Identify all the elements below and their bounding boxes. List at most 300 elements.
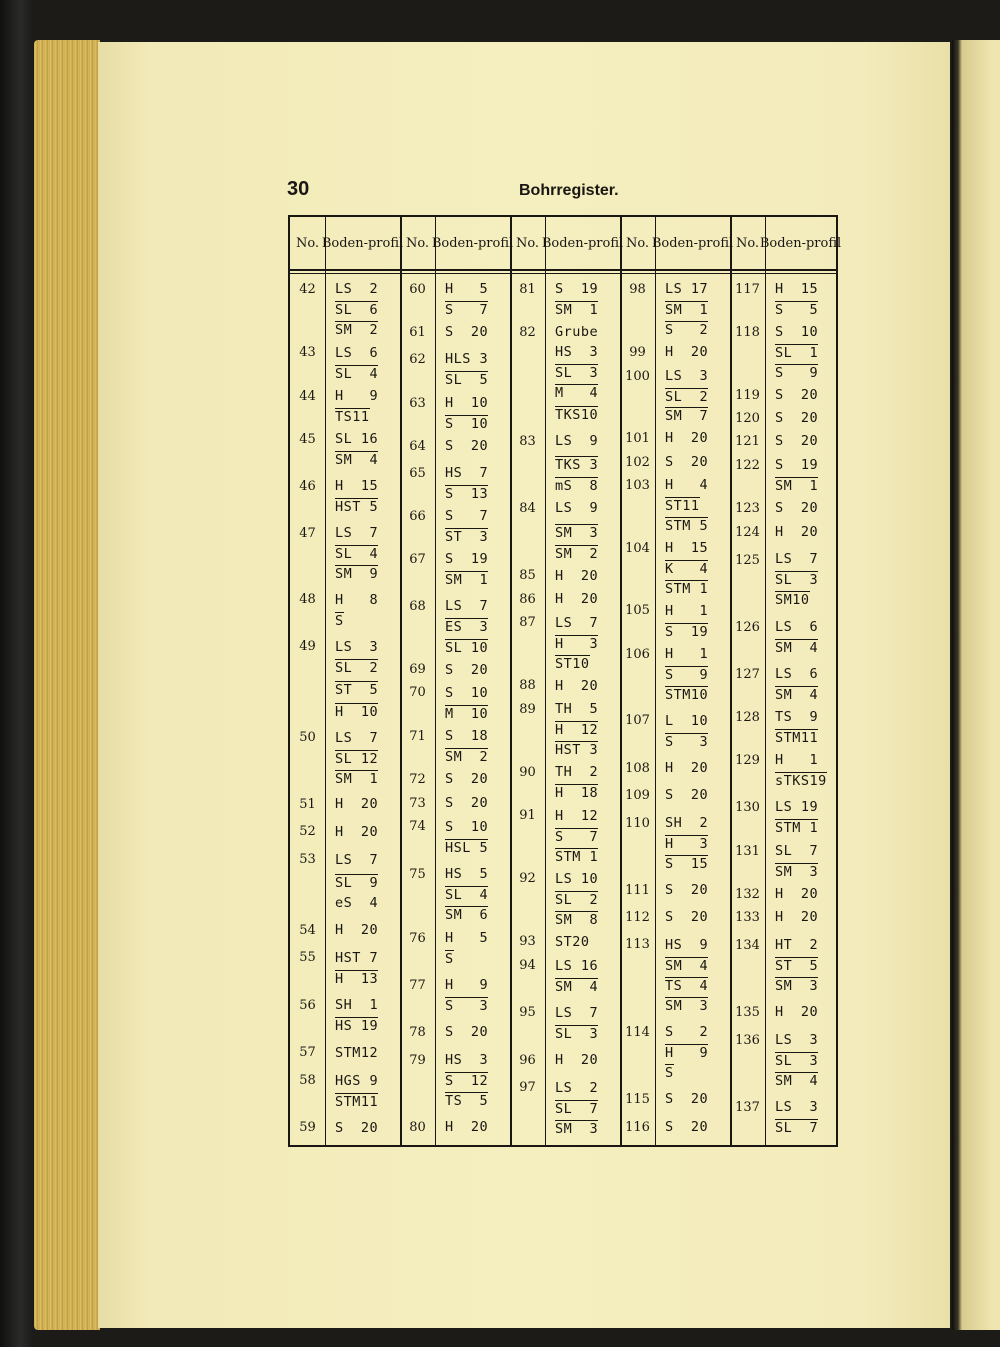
row-number: 51 [299,797,316,812]
row-number: 81 [519,282,536,297]
soil-profile-entry: H 1 [665,603,709,619]
soil-profile-entry: LS 17 [665,281,709,297]
header-bodenprofil [431,217,514,269]
soil-profile-entry: S [335,613,344,629]
soil-profile-entry: S 20 [775,433,819,449]
row-number: 134 [735,938,760,953]
row-number: 56 [299,998,316,1013]
soil-profile-entry: SH 1 [335,997,379,1013]
row-number: 112 [625,910,650,925]
row-number: 122 [735,458,760,473]
row-number: 71 [409,729,426,744]
row-number: 93 [519,934,536,949]
book-cover [0,0,34,1347]
soil-profile-entry: H 20 [555,568,599,584]
row-number: 127 [735,667,760,682]
header-rule-thin [290,273,836,274]
soil-profile-entry: SM 1 [555,302,599,318]
row-number: 106 [625,647,650,662]
row-number: 131 [735,844,760,859]
row-number: 44 [299,389,316,404]
soil-profile-entry: S 20 [335,1120,379,1136]
soil-profile-entry: SM 1 [665,302,709,318]
row-number: 75 [409,867,426,882]
soil-profile-entry: mS 8 [555,478,599,494]
soil-profile-entry: LS 7 [335,852,379,868]
soil-profile-entry: H 5 [445,930,489,946]
column-divider [325,217,326,1145]
soil-profile-entry: STM11 [335,1094,379,1110]
soil-profile-entry: S 20 [445,771,489,787]
soil-profile-entry: S 12 [445,1073,489,1089]
soil-profile-entry: S 10 [445,685,489,701]
column-divider [765,217,766,1145]
soil-profile-entry: H 1 [775,752,819,768]
soil-profile-entry: SL 4 [445,887,489,903]
row-number: 113 [625,937,650,952]
row-number: 103 [625,478,650,493]
row-number: 95 [519,1005,536,1020]
soil-profile-entry: SM 1 [445,572,489,588]
soil-profile-entry: LS 7 [775,551,819,567]
soil-profile-entry: ST 5 [775,958,819,974]
soil-profile-entry: SM 3 [555,525,599,541]
soil-profile-entry: ST10 [555,656,590,672]
soil-profile-entry: S 20 [665,454,709,470]
row-number: 115 [625,1092,650,1107]
soil-profile-entry: H 20 [335,796,379,812]
soil-profile-entry: SM 2 [555,546,599,562]
soil-profile-entry: SL 4 [335,366,379,382]
soil-profile-entry: SL 9 [335,875,379,891]
row-number: 111 [625,883,650,898]
row-number: 124 [735,525,760,540]
header-bodenprofil [651,217,734,269]
row-number: 43 [299,345,316,360]
soil-profile-entry: LS 10 [555,871,599,887]
soil-profile-entry: HS 5 [445,866,489,882]
soil-profile-entry: STM 1 [555,849,599,865]
soil-profile-entry: SM 6 [445,907,489,923]
soil-profile-entry: SM 4 [775,640,819,656]
soil-profile-entry: STM10 [665,687,709,703]
soil-profile-entry: HS 7 [445,465,489,481]
row-number: 123 [735,501,760,516]
soil-profile-entry: H 20 [665,430,709,446]
row-number: 135 [735,1005,760,1020]
soil-profile-entry: ST 5 [335,682,379,698]
soil-profile-entry: SL 2 [335,660,379,676]
row-number: 99 [629,345,646,360]
soil-profile-entry: H 9 [665,1045,709,1061]
soil-profile-entry: HST 7 [335,950,379,966]
soil-profile-entry: STM 1 [665,581,709,597]
soil-profile-entry: TKS10 [555,407,599,423]
soil-profile-entry: SL 10 [445,640,489,656]
soil-profile-entry: H 3 [665,836,709,852]
soil-profile-entry: STM 1 [775,820,819,836]
soil-profile-entry: ST20 [555,934,590,950]
soil-profile-entry: S 20 [665,1091,709,1107]
soil-profile-entry: H 4 [665,477,709,493]
soil-profile-entry: S 19 [445,551,489,567]
soil-profile-entry: SL 2 [665,389,709,405]
soil-profile-entry: S [665,1065,674,1081]
soil-profile-entry: eS 4 [335,895,379,911]
soil-profile-entry: H 20 [555,591,599,607]
row-number: 70 [409,685,426,700]
soil-profile-entry: H 13 [335,971,379,987]
row-number: 80 [409,1120,426,1135]
soil-profile-entry: S 7 [445,508,489,524]
header-boden: Boden- [651,235,698,251]
soil-profile-entry: LS 9 [555,433,599,449]
row-number: 74 [409,819,426,834]
row-number: 58 [299,1073,316,1088]
row-number: 64 [409,439,426,454]
soil-profile-entry: LS 6 [335,345,379,361]
header-no: No. [295,235,320,251]
soil-profile-entry: HS 3 [445,1052,489,1068]
row-number: 69 [409,662,426,677]
soil-profile-entry: S 20 [445,438,489,454]
row-number: 98 [629,282,646,297]
soil-profile-entry: H 18 [555,785,599,801]
soil-profile-entry: S 7 [555,829,599,845]
soil-profile-entry: LS 6 [775,666,819,682]
row-number: 67 [409,552,426,567]
soil-profile-entry: H 10 [335,704,379,720]
header-boden: Boden- [321,235,368,251]
soil-profile-entry: S 20 [775,387,819,403]
soil-profile-entry: LS 7 [335,730,379,746]
row-number: 88 [519,678,536,693]
header-profil: profil [805,235,842,251]
header-no: No. [735,235,760,251]
soil-profile-entry: LS 7 [555,1005,599,1021]
row-number: 136 [735,1033,760,1048]
soil-profile-entry: HLS 3 [445,351,489,367]
soil-profile-entry: SM 9 [335,566,379,582]
soil-profile-entry: SM 4 [775,1073,819,1089]
soil-profile-entry: SL 1 [775,345,819,361]
soil-profile-entry: TH 5 [555,701,599,717]
row-number: 63 [409,396,426,411]
soil-profile-entry: S 7 [445,302,489,318]
row-number: 100 [625,369,650,384]
soil-profile-entry: S 9 [665,667,709,683]
row-number: 61 [409,325,426,340]
soil-profile-entry: HS 19 [335,1018,379,1034]
row-number: 105 [625,603,650,618]
soil-profile-entry: S 20 [775,500,819,516]
soil-profile-entry: H 12 [555,808,599,824]
row-number: 104 [625,541,650,556]
header-profil: profil [367,235,404,251]
soil-profile-entry: SL 16 [335,431,379,447]
soil-profile-entry: SL 4 [335,546,379,562]
row-number: 91 [519,808,536,823]
soil-profile-entry: M 4 [555,385,599,401]
soil-profile-entry: HST 3 [555,742,599,758]
row-number: 55 [299,950,316,965]
soil-profile-entry: SL 12 [335,751,379,767]
soil-profile-entry: LS 7 [445,598,489,614]
soil-profile-entry: SM 4 [775,687,819,703]
next-page-edge [952,40,1000,1330]
soil-profile-entry: S 20 [665,787,709,803]
row-number: 83 [519,434,536,449]
soil-profile-entry: M 10 [445,706,489,722]
soil-profile-entry: S 10 [445,416,489,432]
soil-profile-entry: SM 3 [665,998,709,1014]
soil-profile-entry: H 20 [775,886,819,902]
header-bodenprofil [541,217,624,269]
borehole-register-table [288,215,842,1147]
soil-profile-entry: SL 3 [775,1053,819,1069]
soil-profile-entry: SL 3 [775,572,819,588]
soil-profile-entry: SM 7 [665,408,709,424]
row-number: 107 [625,713,650,728]
soil-profile-entry: LS 19 [775,799,819,815]
soil-profile-entry: SM10 [775,592,810,608]
soil-profile-entry: SL 6 [335,302,379,318]
soil-profile-entry: SM 2 [445,749,489,765]
soil-profile-entry: S 15 [665,856,709,872]
soil-profile-entry: H 20 [555,678,599,694]
page-number: 30 [287,178,310,200]
soil-profile-entry: HS 9 [665,937,709,953]
soil-profile-entry: H 5 [445,281,489,297]
header-no: No. [405,235,430,251]
soil-profile-entry: H 3 [555,636,599,652]
row-number: 77 [409,978,426,993]
soil-profile-entry: LS 3 [335,639,379,655]
soil-profile-entry: LS 7 [335,525,379,541]
soil-profile-entry: TH 2 [555,764,599,780]
header-profil: profil [587,235,624,251]
soil-profile-entry: H 20 [775,524,819,540]
row-number: 102 [625,455,650,470]
header-boden: Boden- [431,235,478,251]
row-number: 90 [519,765,536,780]
soil-profile-entry: SM 1 [775,478,819,494]
column-divider [655,217,656,1145]
soil-profile-entry: S 20 [665,909,709,925]
soil-profile-entry: HSL 5 [445,840,489,856]
row-number: 133 [735,910,760,925]
row-number: 89 [519,702,536,717]
soil-profile-entry: SL 2 [555,892,599,908]
soil-profile-entry: HT 2 [775,937,819,953]
row-number: 62 [409,352,426,367]
row-number: 114 [625,1025,650,1040]
soil-profile-entry: STM12 [335,1045,379,1061]
soil-profile-entry: SL 7 [775,1120,819,1136]
header-boden: Boden- [541,235,588,251]
soil-profile-entry: HS 3 [555,344,599,360]
soil-profile-entry: H 8 [335,592,379,608]
soil-profile-entry: SM 2 [335,322,379,338]
soil-profile-entry: H 20 [445,1119,489,1135]
page-title: Bohrregister. [519,182,619,199]
soil-profile-entry: SL 7 [555,1101,599,1117]
soil-profile-entry: LS 6 [775,619,819,635]
header-no: No. [625,235,650,251]
soil-profile-entry: S 2 [665,1024,709,1040]
header-no: No. [515,235,540,251]
header-bodenprofil [759,217,842,269]
row-number: 137 [735,1100,760,1115]
row-number: 132 [735,887,760,902]
soil-profile-entry: TS 9 [775,709,819,725]
soil-profile-entry: SM 4 [555,979,599,995]
soil-profile-entry: SH 2 [665,815,709,831]
soil-profile-entry: S 20 [445,324,489,340]
soil-profile-entry: LS 3 [665,368,709,384]
row-number: 119 [735,388,760,403]
soil-profile-entry: S 20 [445,795,489,811]
row-number: 121 [735,434,760,449]
column-divider [435,217,436,1145]
soil-profile-entry: LS 9 [555,500,599,516]
soil-profile-entry: S 3 [665,734,709,750]
row-number: 84 [519,501,536,516]
row-number: 118 [735,325,760,340]
soil-profile-entry: TKS 3 [555,457,599,473]
soil-profile-entry: ES 3 [445,619,489,635]
soil-profile-entry: TS11 [335,409,370,425]
soil-profile-entry: SM 4 [665,958,709,974]
page-edges [34,40,100,1330]
soil-profile-entry: H 10 [445,395,489,411]
soil-profile-entry: S 20 [665,882,709,898]
row-number: 73 [409,796,426,811]
soil-profile-entry: SL 3 [555,1026,599,1042]
soil-profile-entry: S 3 [445,998,489,1014]
row-number: 53 [299,852,316,867]
row-number: 54 [299,923,316,938]
row-number: 96 [519,1053,536,1068]
soil-profile-entry: SM 3 [555,1121,599,1137]
soil-profile-entry: H 20 [665,344,709,360]
soil-profile-entry: SM 3 [775,864,819,880]
row-number: 129 [735,753,760,768]
row-number: 82 [519,325,536,340]
soil-profile-entry: H 15 [335,478,379,494]
row-number: 60 [409,282,426,297]
soil-profile-entry: LS 3 [775,1099,819,1115]
row-number: 42 [299,282,316,297]
soil-profile-entry: S 2 [665,322,709,338]
row-number: 79 [409,1053,426,1068]
soil-profile-entry: SM 1 [335,771,379,787]
row-number: 72 [409,772,426,787]
row-number: 47 [299,526,316,541]
row-number: 128 [735,710,760,725]
row-number: 46 [299,479,316,494]
soil-profile-entry: H 15 [665,540,709,556]
row-number: 86 [519,592,536,607]
soil-profile-entry: STM11 [775,730,819,746]
row-number: 110 [625,816,650,831]
row-number: 65 [409,466,426,481]
row-number: 94 [519,958,536,973]
soil-profile-entry: Grube [555,324,599,340]
soil-profile-entry: H 20 [335,922,379,938]
column-divider [545,217,546,1145]
row-number: 87 [519,615,536,630]
soil-profile-entry: K 4 [665,561,709,577]
soil-profile-entry: H 1 [665,646,709,662]
soil-profile-entry: S 10 [775,324,819,340]
row-number: 125 [735,553,760,568]
row-number: 49 [299,639,316,654]
row-number: 97 [519,1080,536,1095]
row-number: 85 [519,568,536,583]
soil-profile-entry: ST 3 [445,529,489,545]
soil-profile-entry: STM 5 [665,518,709,534]
soil-profile-entry: LS 16 [555,958,599,974]
soil-profile-entry: SL 3 [555,365,599,381]
soil-profile-entry: TS 5 [445,1093,489,1109]
header-profil: profil [477,235,514,251]
row-number: 57 [299,1045,316,1060]
soil-profile-entry: H 9 [335,388,379,404]
row-number: 116 [625,1120,650,1135]
row-number: 78 [409,1025,426,1040]
row-number: 48 [299,592,316,607]
row-number: 108 [625,761,650,776]
soil-profile-entry: LS 2 [555,1080,599,1096]
row-number: 76 [409,931,426,946]
soil-profile-entry: S 9 [775,365,819,381]
soil-profile-entry: SM 4 [335,452,379,468]
soil-profile-entry: S 20 [775,410,819,426]
soil-profile-entry: S 18 [445,728,489,744]
row-number: 126 [735,620,760,635]
row-number: 66 [409,509,426,524]
soil-profile-entry: S [445,951,454,967]
row-number: 101 [625,431,650,446]
soil-profile-entry: SL 5 [445,372,489,388]
row-number: 68 [409,599,426,614]
soil-profile-entry: S 19 [555,281,599,297]
soil-profile-entry: S 10 [445,819,489,835]
soil-profile-entry: H 20 [335,824,379,840]
row-number: 50 [299,730,316,745]
row-number: 117 [735,282,760,297]
row-number: 52 [299,824,316,839]
header-boden: Boden- [759,235,806,251]
soil-profile-entry: S 19 [665,624,709,640]
soil-profile-entry: H 20 [555,1052,599,1068]
soil-profile-entry: H 12 [555,722,599,738]
soil-profile-entry: sTKS19 [775,773,827,789]
soil-profile-entry: LS 2 [335,281,379,297]
row-number: 130 [735,800,760,815]
soil-profile-entry: HST 5 [335,499,379,515]
page-header [287,178,837,206]
soil-profile-entry: H 20 [775,909,819,925]
soil-profile-entry: LS 3 [775,1032,819,1048]
header-profil: profil [697,235,734,251]
soil-profile-entry: S 19 [775,457,819,473]
soil-profile-entry: L 10 [665,713,709,729]
soil-profile-entry: SM 3 [775,978,819,994]
row-number: 45 [299,432,316,447]
row-number: 120 [735,411,760,426]
